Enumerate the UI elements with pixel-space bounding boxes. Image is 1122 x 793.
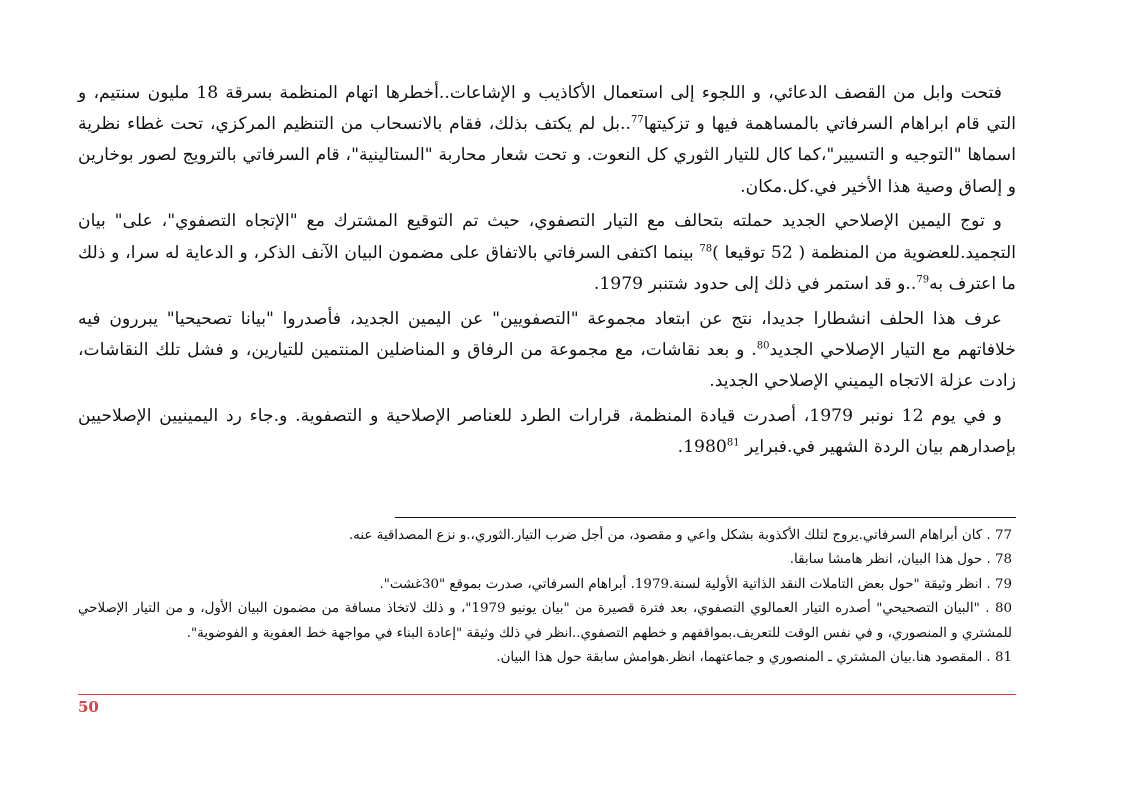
paragraph-text: فتحت وابل من القصف الدعائي، و اللجوء إلى استعمال الأكاذيب و الإشاعات..أخطرها اتهام المنظمة بسرقة 18 مليون سنتيم، و التي قام ابراهام السرفاتي بالمساهمة فيها و تزكيتها <box>78 83 1016 135</box>
footnote-78: 78 . حول هذا البيان، انظر هامشا سابقا. <box>789 552 1012 568</box>
main-text <box>78 78 1016 467</box>
footnote-79: 79 . انظر وثيقة "حول بعض التاملات النقد الذاتية الأولية لسنة.1979. أبراهام السرفاتي، صدرت بموقع "30غشت". <box>379 576 1012 592</box>
paragraph-2 <box>78 206 1016 300</box>
page-number: 50 <box>78 698 99 716</box>
footnote-separator <box>395 517 1016 518</box>
footnote-ref-77[interactable]: 77 <box>630 114 644 126</box>
footnote-ref-78[interactable]: 78 <box>699 242 713 254</box>
paragraph-text: ..بل لم يكتف بذلك، فقام بالانسحاب من التنظيم المركزي، تحت غطاء نظرية اسماها "التوجيه و التسيير"،كما كال للتيار الثوري كل النعوت. و تحت شعار محاربة "الستالينية"، قام السرفاتي بالترويج لصور بوخارين و إلصاق وصية هذا الأخير في.كل.مكان. <box>78 114 1016 197</box>
paragraph-3 <box>78 304 1016 398</box>
paragraph-text: ..و قد استمر في ذلك إلى حدود شتنبر 1979. <box>593 273 917 294</box>
footnote-ref-80[interactable]: 80 <box>756 340 770 352</box>
paragraph-text: و في يوم 12 نونبر 1979، أصدرت قيادة المنظمة، قرارات الطرد للعناصر الإصلاحية و التصفوية. و.جاء رد اليمينيين الإصلاحيين بإصدارهم بيان الردة الشهير في.فبراير 1980 <box>78 405 1016 458</box>
footnotes <box>78 524 1016 670</box>
footnote-80: 80 . "البيان التصحيحي" أصدره التيار العمالوي التصفوي، بعد فترة قصيرة من "بيان يونيو 1979"، و ذلك لاتخاذ مسافة من مضمون البيان الأول، و من التيار الإصلاحي للمشتري و المنصوري، و في نفس الوقت للتعريف.بمواقفهم و خطهم التصفوي..انظر في ذلك وثيقة "إعادة البناء في مواجهة خط العفوية و الفوضوية". <box>78 601 1012 641</box>
footnote-ref-79[interactable]: 79 <box>916 274 930 286</box>
footnote-81: 81 . المقصود هنا.بيان المشتري ـ المنصوري و جماعتهما، انظر.هوامش سابقة حول هذا البيان. <box>496 650 1012 666</box>
paragraph-text: . و بعد نقاشات، مع مجموعة من الرفاق و المناضلين المنتمين للتيارين، و فشل تلك النقاشات، زادت عزلة الاتجاه اليميني الإصلاحي الجديد. <box>78 339 1016 392</box>
paragraph-text: . <box>677 437 684 458</box>
paragraph-text: و توج اليمين الإصلاحي الجديد حملته بتحالف مع التيار التصفوي، حيث تم التوقيع المشترك مع "الإتجاه التصفوي"، على" بيان التجميد.للعضوية من المنظمة ( 52 توقيعا ) <box>78 211 1016 263</box>
paragraph-1 <box>78 78 1016 203</box>
footnote-77: 77 . كان أبراهام السرفاتي.يروج لتلك الأكذوبة بشكل واعي و مقصود، من أجل ضرب التيار.الثوري،.و نزع المصداقية عنه. <box>348 528 1012 543</box>
paragraph-text: عرف هذا الحلف انشطارا جديدا، نتج عن ابتعاد مجموعة "التصفويين" عن اليمين الجديد، فأصدروا "بيانا تصحيحيا" يبررون فيه خلافاتهم مع التيار الإصلاحي الجديد <box>78 308 1017 360</box>
footnote-ref-81[interactable]: 81 <box>726 437 740 449</box>
paragraph-4 <box>78 401 1016 463</box>
paragraph-text: بينما اكتفى السرفاتي بالاتفاق على مضمون البيان الآنف الذكر، و الدعاية له سرا، و ذلك ما اعترف به <box>78 242 1016 294</box>
page-footer-rule <box>78 694 1016 695</box>
